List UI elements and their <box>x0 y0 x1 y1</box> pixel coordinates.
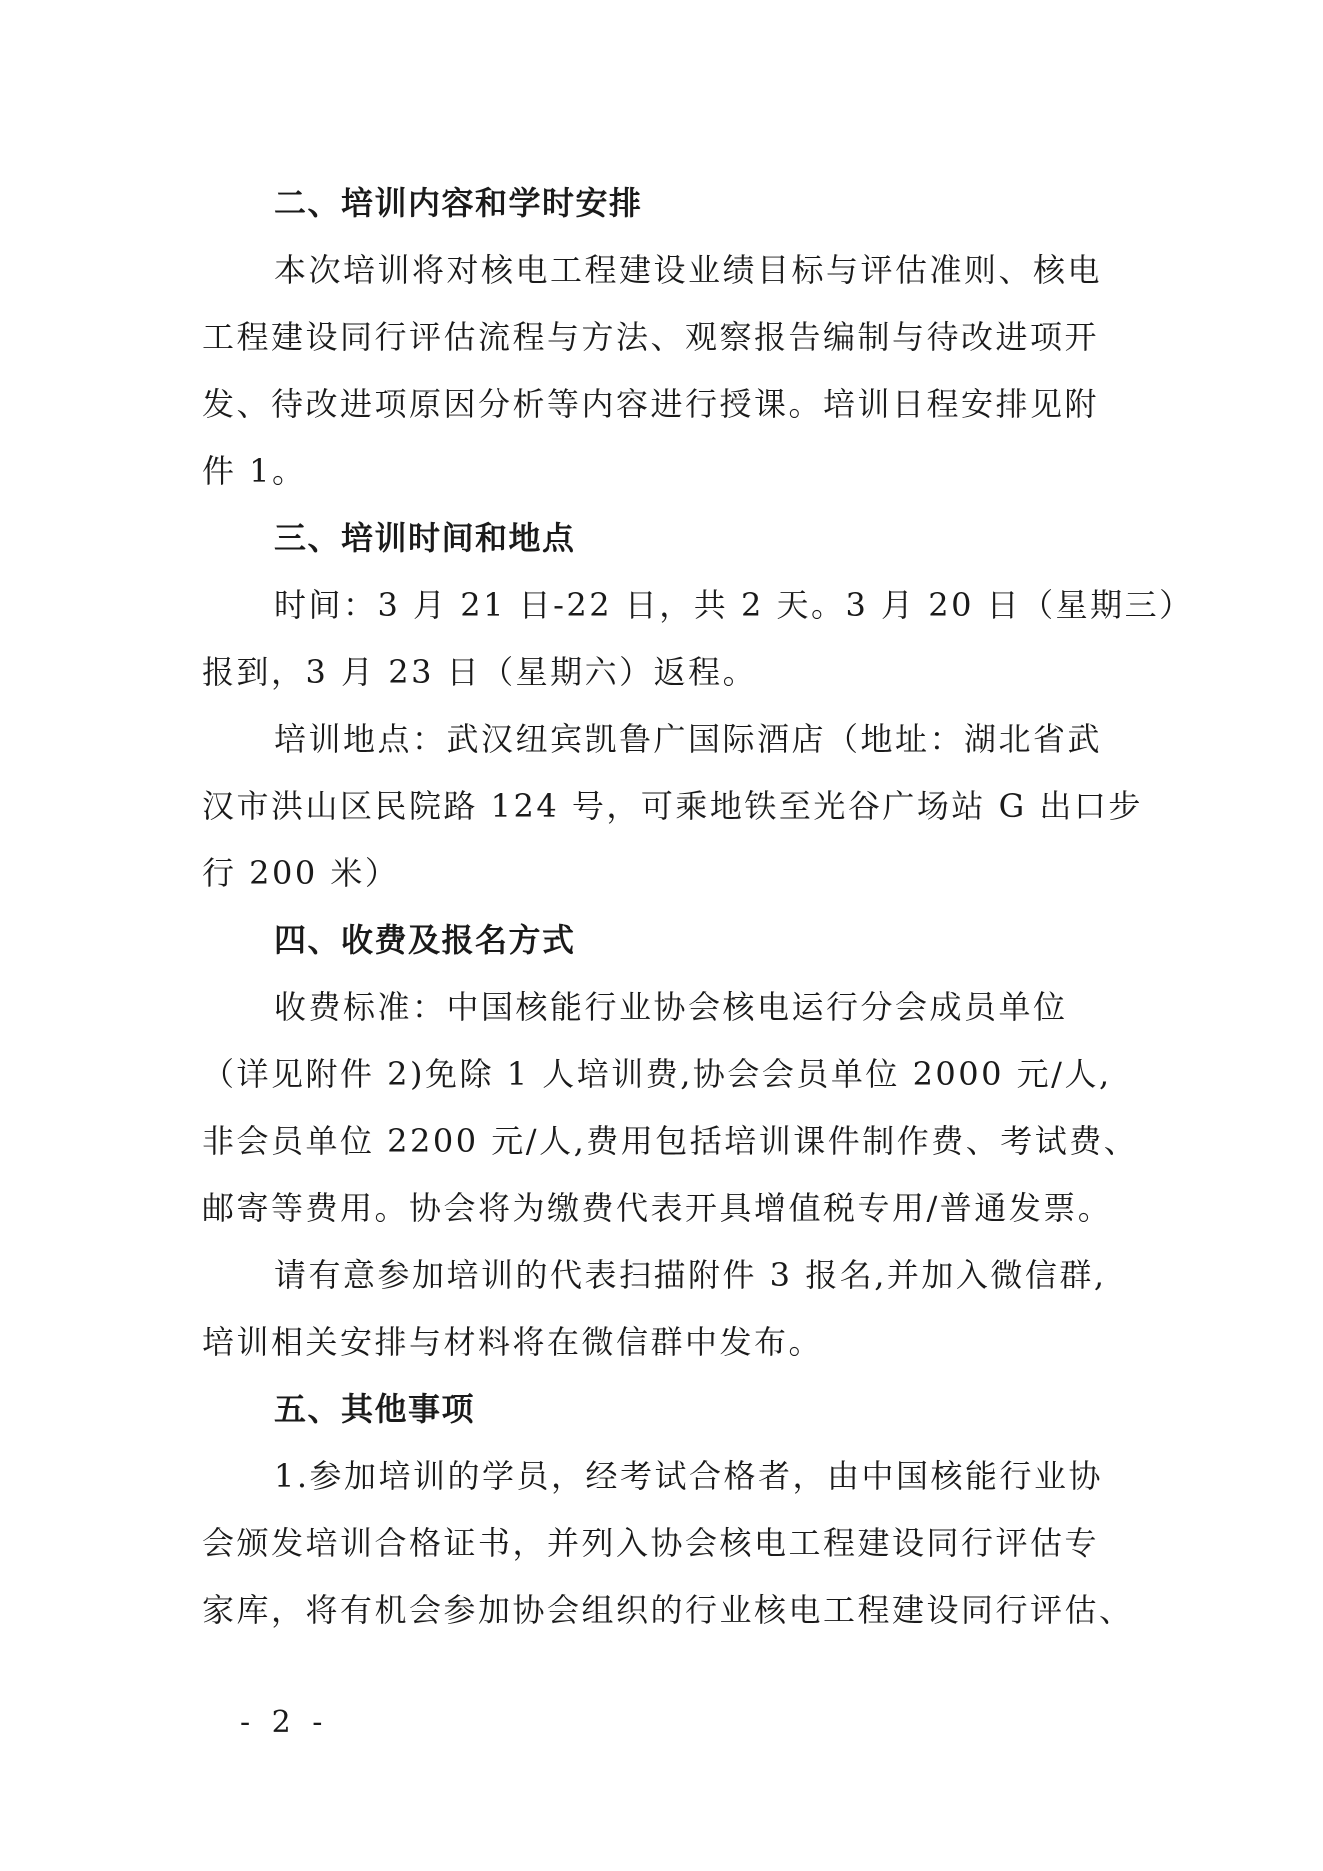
section-heading-fees-registration: 四、收费及报名方式 <box>274 921 576 959</box>
section-heading-time-location: 三、培训时间和地点 <box>274 519 576 557</box>
paragraph-line: 发、待改进项原因分析等内容进行授课。培训日程安排见附 <box>202 385 1100 423</box>
paragraph-line: 汉市洪山区民院路 124 号，可乘地铁至光谷广场站 G 出口步 <box>202 787 1143 825</box>
paragraph-line: 1.参加培训的学员，经考试合格者，由中国核能行业协 <box>274 1457 1104 1495</box>
paragraph-line: 请有意参加培训的代表扫描附件 3 报名,并加入微信群, <box>274 1256 1107 1294</box>
paragraph-line: 收费标准：中国核能行业协会核电运行分会成员单位 <box>274 988 1068 1026</box>
section-heading-other-matters: 五、其他事项 <box>274 1390 476 1428</box>
paragraph-line: 时间：3 月 21 日-22 日，共 2 天。3 月 20 日（星期三） <box>274 586 1194 624</box>
paragraph-line: 件 1。 <box>202 452 307 490</box>
page-number: - 2 - <box>240 1705 329 1740</box>
paragraph-line: 邮寄等费用。协会将为缴费代表开具增值税专用/普通发票。 <box>202 1189 1113 1227</box>
section-heading-training-content: 二、培训内容和学时安排 <box>274 184 643 222</box>
paragraph-line: 培训相关安排与材料将在微信群中发布。 <box>202 1323 824 1361</box>
paragraph-line: 报到，3 月 23 日（星期六）返程。 <box>202 653 758 691</box>
document-body <box>202 170 1194 1644</box>
paragraph-line: （详见附件 2)免除 1 人培训费,协会会员单位 2000 元/人, <box>202 1055 1112 1093</box>
paragraph-line: 会颁发培训合格证书，并列入协会核电工程建设同行评估专 <box>202 1524 1100 1562</box>
paragraph-line: 行 200 米） <box>202 854 400 892</box>
paragraph-line: 本次培训将对核电工程建设业绩目标与评估准则、核电 <box>274 251 1103 289</box>
paragraph-line: 培训地点：武汉纽宾凯鲁广国际酒店（地址：湖北省武 <box>274 720 1103 758</box>
paragraph-line: 工程建设同行评估流程与方法、观察报告编制与待改进项开 <box>202 318 1100 356</box>
paragraph-line: 家库，将有机会参加协会组织的行业核电工程建设同行评估、 <box>202 1591 1134 1629</box>
paragraph-line: 非会员单位 2200 元/人,费用包括培训课件制作费、考试费、 <box>202 1122 1139 1160</box>
